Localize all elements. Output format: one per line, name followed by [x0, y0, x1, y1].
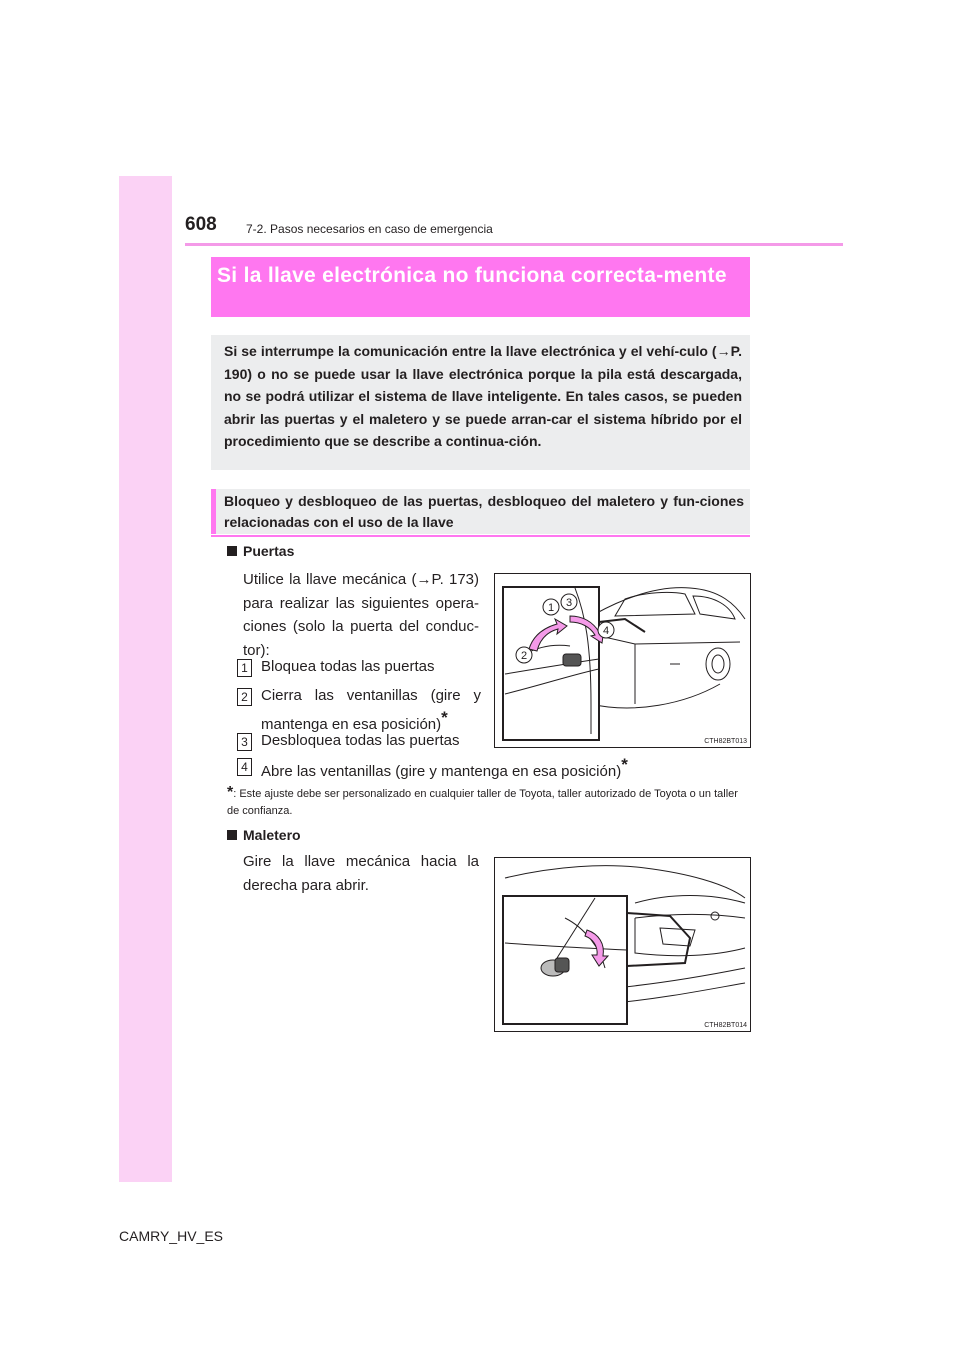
trunk-text: Gire la llave mecánica hacia la derecha para abrir. [243, 853, 479, 894]
side-band [119, 176, 172, 1182]
step-number: 2 [237, 688, 252, 706]
step-text: Desbloquea todas las puertas [261, 732, 460, 749]
trunk-heading [227, 827, 301, 843]
intro-text: Si se interrumpe la comunicación entre la llave electrónica y el vehí-culo (→P. 190) o no se puede usar la llave electrónica porque la pila está descargada, no se podrá utilizar el sistema de llave inteligente. En tales casos, se pueden abrir las puertas y el maletero y se puede arran-car el sistema híbrido por el procedimiento que se describe a continua-ción. [224, 343, 742, 449]
page-number: 608 [185, 214, 217, 235]
image-code: CTH82BT014 [704, 1022, 747, 1029]
square-bullet-icon [227, 830, 237, 840]
step-text-label: Abre las ventanillas (gire y mantenga en esa posición) [261, 763, 622, 780]
header-rule [185, 243, 843, 246]
subheading-box [216, 489, 750, 534]
callout-1: 1 [547, 602, 555, 614]
car-door-drawing [495, 574, 750, 747]
doors-heading-label: Puertas [243, 543, 295, 559]
section-title: 7-2. Pasos necesarios en caso de emergencia [246, 222, 493, 236]
footnote [227, 785, 749, 819]
square-bullet-icon [227, 546, 237, 556]
step-number: 1 [237, 659, 252, 677]
trunk-illustration [494, 857, 751, 1032]
step-number: 4 [237, 758, 252, 776]
door-illustration [494, 573, 751, 748]
callout-3: 3 [565, 597, 573, 609]
subheading-rule [211, 535, 750, 537]
callout-2: 2 [520, 650, 528, 662]
footer-code: CAMRY_HV_ES [119, 1228, 224, 1244]
intro-box [211, 335, 750, 470]
asterisk: * [621, 755, 628, 774]
doors-heading [227, 543, 294, 559]
step-text [261, 754, 741, 783]
step-text: Bloquea todas las puertas [261, 658, 435, 675]
callout-4: 4 [602, 625, 610, 637]
subheading-text: Bloqueo y desbloqueo de las puertas, desbloqueo del maletero y fun-ciones relacionadas con el uso de la llave [224, 493, 744, 530]
title-box [211, 257, 750, 317]
doors-text: Utilice la llave mecánica (→P. 173) para realizar las siguientes opera-ciones (solo la puerta del conduc-tor): [243, 571, 479, 659]
trunk-heading-label: Maletero [243, 827, 301, 843]
step-text-label: Cierra las ventanillas (gire y mantenga en esa posición) [261, 687, 481, 733]
asterisk: * [441, 708, 448, 727]
page-title: Si la llave electrónica no funciona correcta-mente [217, 264, 727, 287]
footnote-asterisk: * [227, 784, 234, 801]
image-code: CTH82BT013 [704, 738, 747, 745]
footnote-text: : Este ajuste debe ser personalizado en cualquier taller de Toyota, taller autorizado de Toyota o un taller de confianza. [227, 788, 738, 817]
car-trunk-drawing [495, 858, 750, 1031]
step-text [261, 685, 481, 736]
step-number: 3 [237, 733, 252, 751]
